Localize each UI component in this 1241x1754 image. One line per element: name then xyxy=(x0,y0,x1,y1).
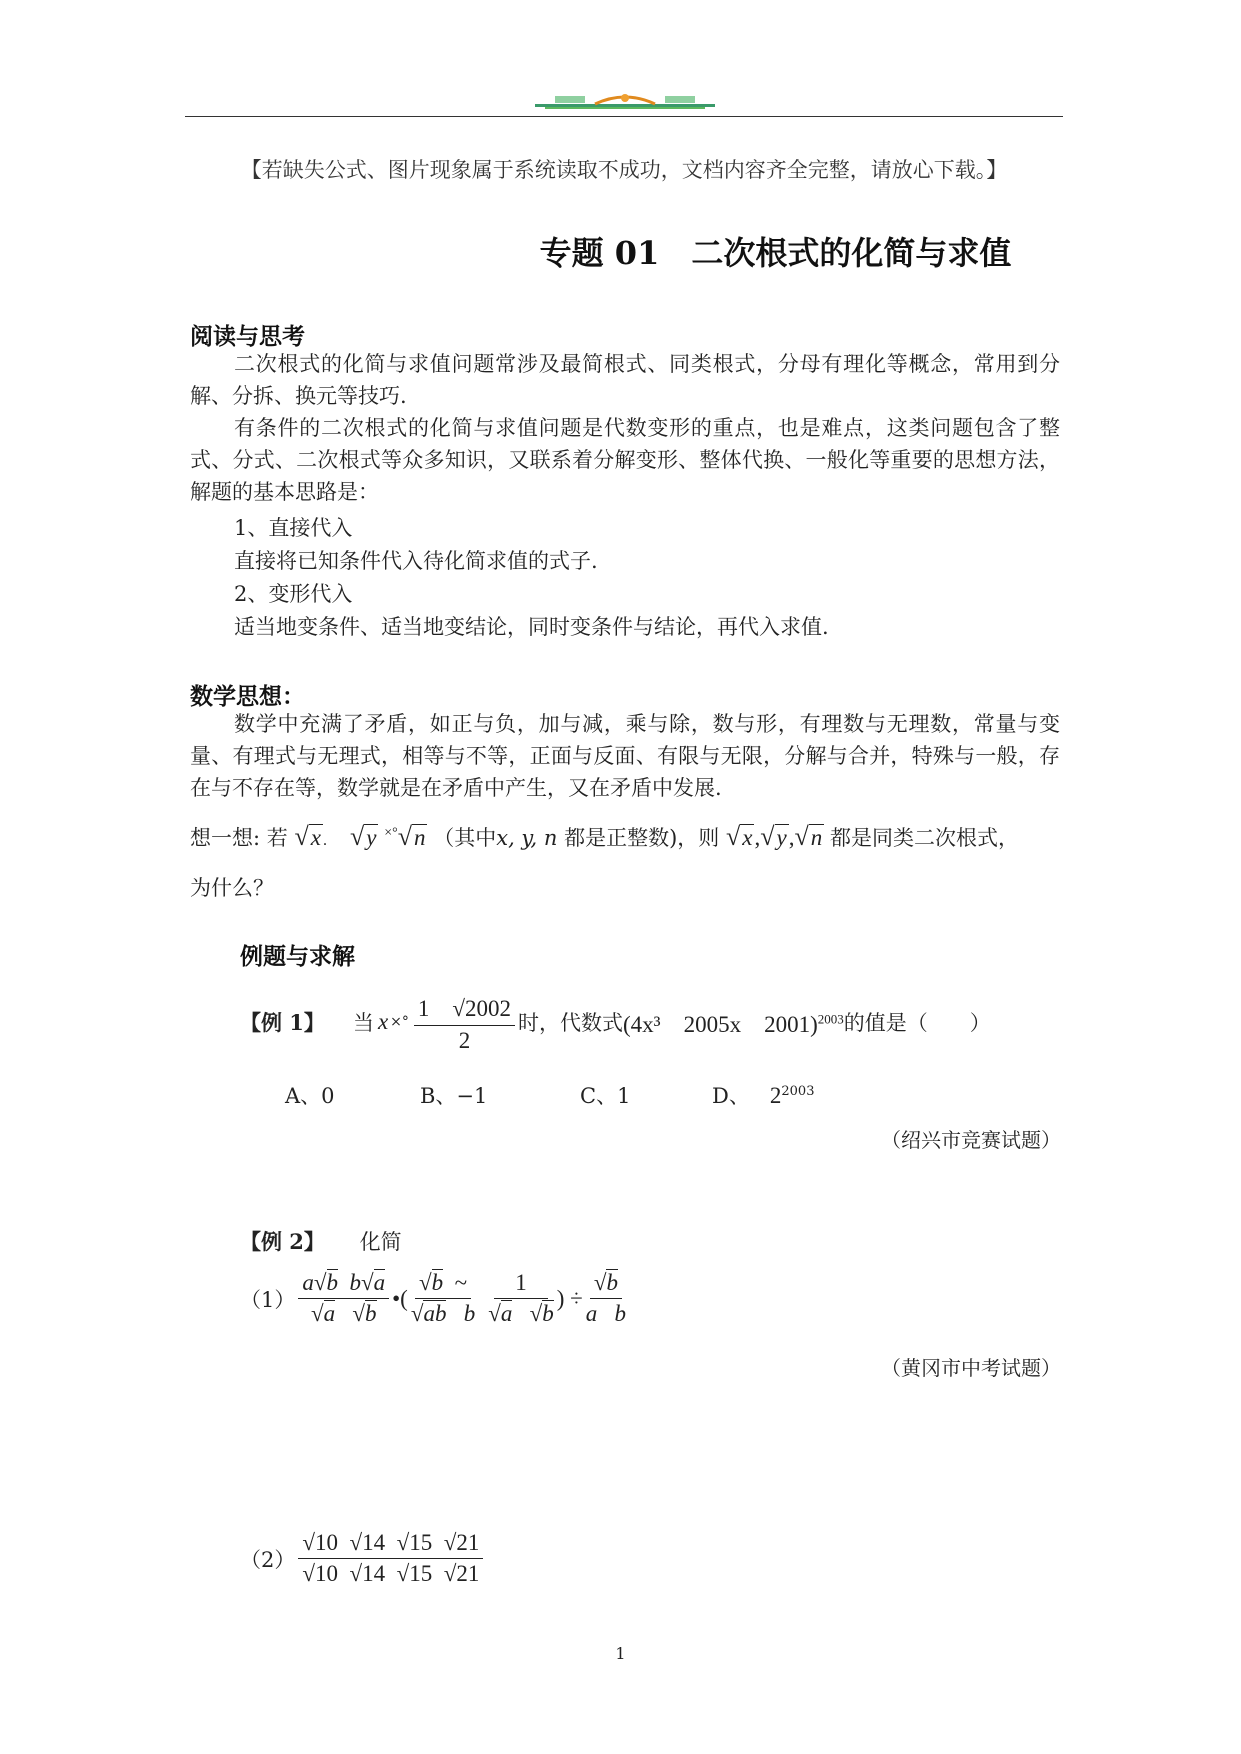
think-end: 为什么？ xyxy=(190,876,274,900)
example-2-part-2 xyxy=(240,1530,486,1587)
option-b: B、−1 xyxy=(420,1084,488,1108)
page-title: 专题 01 二次根式的化简与求值 xyxy=(539,234,1012,272)
sqrt-x-y-n-condition: √x . √y ×°√n xyxy=(294,822,426,851)
example-2-source: （黄冈市中考试题） xyxy=(881,1356,1061,1380)
example-1-label: 【例 1】 xyxy=(240,1010,325,1035)
think-line xyxy=(190,822,1019,852)
method-item-2-text: 适当地变条件、适当地变结论，同时变条件与结论，再代入求值. xyxy=(234,615,829,639)
math-thought-paragraph: 数学中充满了矛盾，如正与负，加与减，乘与除，数与形，有理数与无理数，常量与变量、有理式与无理式，相等与不等，正面与反面、有限与无限，分解与合并，特殊与一般，存在与不存在等，数学就是在矛盾中产生，又在矛盾中发展. xyxy=(190,712,1060,800)
download-notice: 【若缺失公式、图片现象属于系统读取不成功，文档内容齐全完整，请放心下载。】 xyxy=(240,158,1008,182)
example-1-fraction xyxy=(414,990,515,1054)
example-1-prefix: 当 xyxy=(352,1011,374,1035)
reading-paragraph-2: 有条件的二次根式的化简与求值问题是代数变形的重点，也是难点，这类问题包含了整式、分式、二次根式等众多知识，又联系着分解变形、整体代换、一般化等重要的思想方法，解题的基本思路是： xyxy=(190,416,1060,504)
sqrt-x-y-n-list: √x,√y,√n xyxy=(725,822,823,851)
section-heading-math-thought: 数学思想： xyxy=(190,683,305,710)
example-1-source: （绍兴市竞赛试题） xyxy=(881,1128,1061,1152)
example-1-expression: (4x³ 2005x 2001)$^{2003}$ xyxy=(623,1010,844,1037)
method-item-1: 1、直接代入 xyxy=(234,516,353,540)
reading-paragraph-1: 二次根式的化简与求值问题常涉及最简根式、同类根式，分母有理化等概念，常用到分解、分拆、换元等技巧. xyxy=(190,352,1060,408)
think-mid2: 都是正整数)，则 xyxy=(564,826,720,850)
think-prefix: 想一想: 若 xyxy=(190,826,288,850)
example-2-label: 【例 2】 xyxy=(240,1229,325,1254)
example-2-header xyxy=(240,1226,402,1256)
fraction-numerator: 1 √2002 xyxy=(414,990,515,1026)
fraction-denominator: 2 xyxy=(458,1028,471,1053)
part-1-fraction-c: $\frac{1}{√a √b}$ xyxy=(488,1270,554,1326)
example-1-mid: 时，代数式 xyxy=(518,1011,624,1035)
example-2-part-1 xyxy=(240,1270,629,1327)
part-1-fraction-b: $\frac{√b \sim}{\text{√ab b}}$ xyxy=(410,1270,476,1326)
option-c: C、1 xyxy=(580,1084,631,1108)
header-rule xyxy=(185,116,1063,117)
part-1-label: （1） xyxy=(240,1287,296,1312)
think-vars: x, y, n xyxy=(496,826,558,850)
think-suffix: 都是同类二次根式， xyxy=(830,826,1019,850)
part-2-label: （2） xyxy=(240,1547,296,1572)
var-x: x xyxy=(377,1009,389,1034)
part-1-fraction-a: $\frac{\text{a√b b√a}}{√a √b}$ xyxy=(298,1270,389,1327)
part-1-fraction-d: $\frac{√b}{\text{a b}}$ xyxy=(585,1270,627,1326)
option-a: A、0 xyxy=(285,1084,335,1108)
equals-glyph: ×° xyxy=(390,1014,409,1030)
header-logo xyxy=(535,90,715,112)
page-number: 1 xyxy=(615,1644,626,1663)
think-mid: （其中 xyxy=(433,826,497,850)
section-heading-examples: 例题与求解 xyxy=(240,943,355,970)
method-item-1-text: 直接将已知条件代入待化简求值的式子. xyxy=(234,549,598,573)
option-d: D、 $2^{2003}$ xyxy=(712,1083,815,1108)
part-2-fraction: $\frac{√10 √14 √15 √21}{√10 √14 √15 √21}$ xyxy=(298,1530,483,1587)
example-1 xyxy=(240,990,991,1054)
example-2-text: 化简 xyxy=(359,1230,402,1254)
method-item-2: 2、变形代入 xyxy=(234,582,353,606)
divide-operator: ) ÷ xyxy=(556,1285,583,1311)
section-heading-reading: 阅读与思考 xyxy=(190,323,305,350)
dot-operator: •( xyxy=(392,1285,408,1311)
example-1-suffix: 的值是（ ） xyxy=(843,1011,991,1035)
